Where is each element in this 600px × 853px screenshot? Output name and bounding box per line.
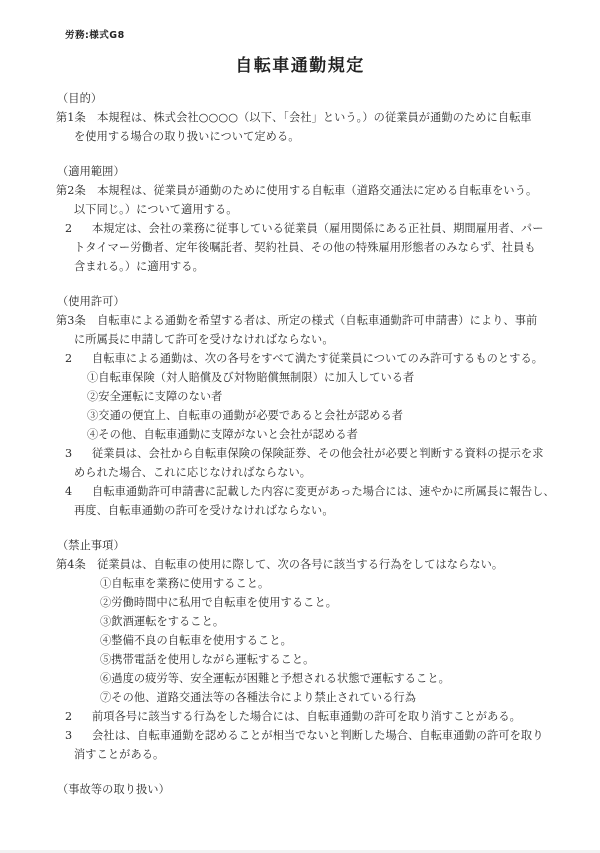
- paragraph-text: 自転車による通勤は、次の各号をすべて満たす従業員についてのみ許可するものとする。: [92, 352, 544, 365]
- paragraph-number: 2: [65, 352, 73, 365]
- document-line: ③飲酒運転をすること。: [100, 615, 225, 628]
- paragraph-number: 3: [65, 447, 73, 460]
- section-heading: （目的）: [57, 92, 103, 105]
- paragraph-number: 4: [65, 485, 73, 498]
- regulation-section: [0, 162, 600, 276]
- document-line: 再度、自転車通勤の許可を受けなければならない。: [74, 504, 334, 517]
- document-body: [0, 89, 600, 799]
- document-line: ④その他、自転車通勤に支障がないと会社が認める者: [87, 428, 358, 441]
- document-line: 消すことがある。: [74, 748, 165, 761]
- document-line: ③交通の便宜上、自転車の通勤が必要であると会社が認める者: [87, 409, 404, 422]
- section-heading: （禁止事項）: [57, 539, 125, 552]
- section-heading: （使用許可）: [57, 295, 125, 308]
- document-line: [0, 726, 600, 745]
- paragraph-text: 会社は、自転車通勤を認めることが相当でないと判断した場合、自転車通勤の許可を取り: [92, 729, 544, 742]
- document-line: 含まれる。）に適用する。: [74, 260, 204, 273]
- document-line: トタイマー労働者、定年後嘱託者、契約社員、その他の特殊雇用形態者のみならず、社員も: [74, 241, 536, 254]
- document-line: 以下同じ。）について適用する。: [74, 203, 238, 216]
- paragraph-text: 本規定は、会社の業務に従事している従業員（雇用関係にある正社員、期間雇用者、パー: [92, 222, 544, 235]
- document-line: ⑦その他、道路交通法等の各種法令により禁止されている行為: [100, 691, 417, 704]
- paragraph-number: 3: [65, 729, 73, 742]
- document-line: [0, 349, 600, 368]
- document-line: ①自転車を業務に使用すること。: [100, 577, 270, 590]
- regulation-section: [0, 536, 600, 764]
- document-line: められた場合、これに応じなければならない。: [74, 466, 312, 479]
- document-line: ②安全運転に支障のない者: [87, 390, 223, 403]
- paragraph-text: 自転車通勤許可申請書に記載した内容に変更があった場合には、速やかに所属長に報告し、: [92, 485, 555, 498]
- regulation-section: [0, 292, 600, 520]
- document-line: 第3条 自転車による通勤を希望する者は、所定の様式（自転車通勤許可申請書）により、事前: [56, 314, 538, 327]
- document-line: に所属長に申請して許可を受けなければならない。: [74, 333, 334, 346]
- regulation-section: [0, 89, 600, 146]
- document-line: を使用する場合の取り扱いについて定める。: [74, 130, 300, 143]
- section-heading: （事故等の取り扱い）: [57, 783, 170, 796]
- regulation-section: [0, 780, 600, 799]
- page-title: 自転車通勤規定: [235, 56, 365, 76]
- document-line: ④整備不良の自転車を使用すること。: [100, 634, 292, 647]
- document-line: ①自転車保険（対人賠償及び対物賠償無制限）に加入している者: [87, 371, 415, 384]
- paragraph-text: 従業員は、会社から自転車保険の保険証券、その他会社が必要と判断する資料の提示を求: [92, 447, 544, 460]
- paragraph-number: 2: [65, 222, 73, 235]
- section-heading: （適用範囲）: [57, 165, 125, 178]
- document-line: [0, 219, 600, 238]
- paragraph-text: 前項各号に該当する行為をした場合には、自転車通勤の許可を取り消すことがある。: [92, 710, 521, 723]
- paragraph-number: 2: [65, 710, 73, 723]
- document-line: 第2条 本規程は、従業員が通勤のために使用する自転車（道路交通法に定める自転車をいう。: [56, 184, 538, 197]
- document-line: [0, 482, 600, 501]
- document-line: ⑤携帯電話を使用しながら運転すること。: [100, 653, 315, 666]
- document-line: 第4条 従業員は、自転車の使用に際して、次の各号に該当する行為をしてはならない。: [56, 558, 504, 571]
- document-line: ②労働時間中に私用で自転車を使用すること。: [100, 596, 338, 609]
- form-number-label: 労務:様式G8: [65, 30, 125, 41]
- document-line: [0, 707, 600, 726]
- document-line: [0, 444, 600, 463]
- document-line: 第1条 本規程は、株式会社○○○○（以下、「会社」という。）の従業員が通勤のために自転車: [56, 111, 532, 124]
- document-line: ⑥過度の疲労等、安全運転が困難と予想される状態で運転すること。: [100, 672, 450, 685]
